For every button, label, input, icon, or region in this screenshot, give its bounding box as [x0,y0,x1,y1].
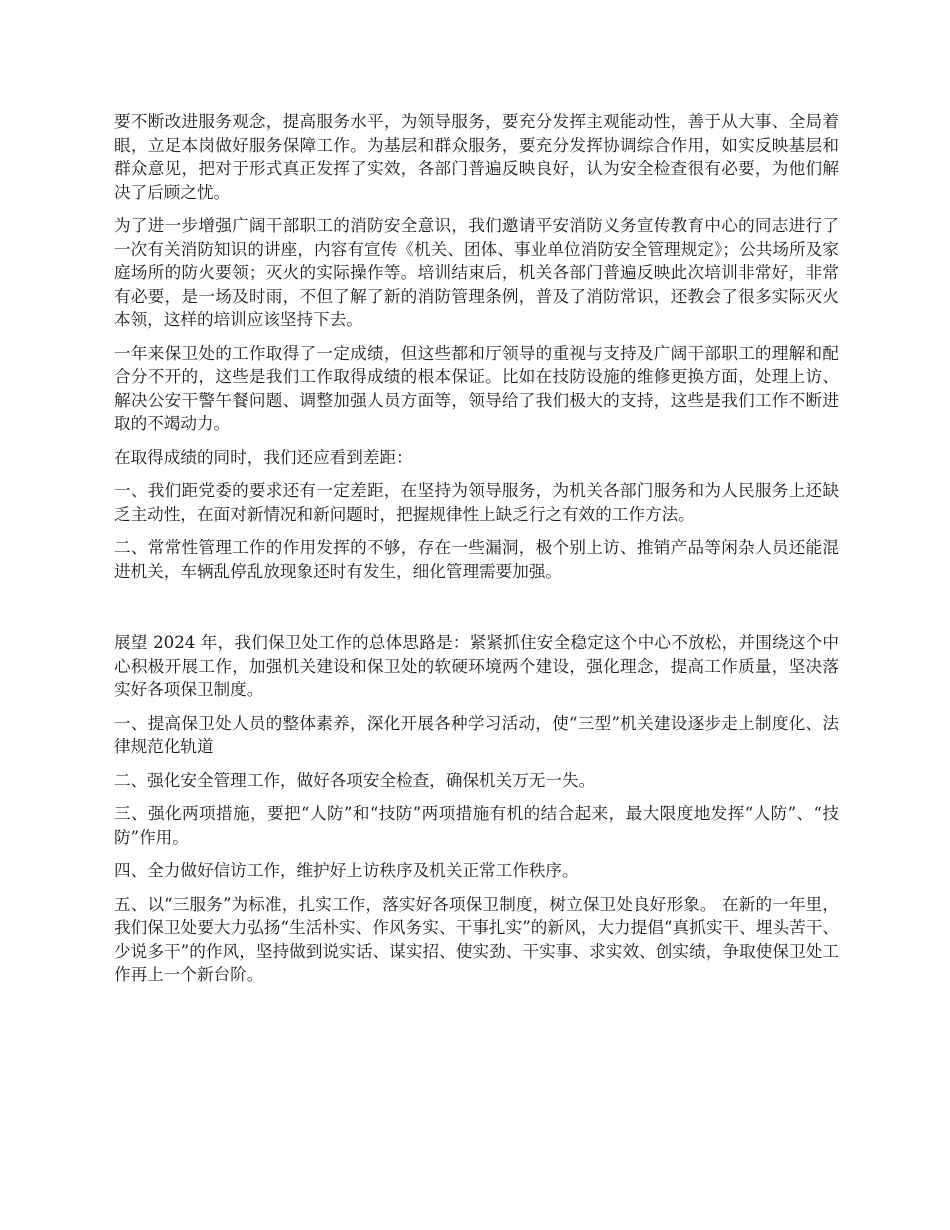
paragraph-achievements: 一年来保卫处的工作取得了一定成绩，但这些都和厅领导的重视与支持及广阔干部职工的理解和配合分不开的，这些是我们工作取得成绩的根本保证。比如在技防设施的维修更换方面，处理上访、解决公安干警午餐问题、调整加强人员方面等，领导给了我们极大的支持，这些是我们工作不断进取的不竭动力。 [114,343,839,433]
paragraph-plan-three: 三、强化两项措施，要把“人防”和“技防”两项措施有机的结合起来，最大限度地发挥“人防”、“技防”作用。 [114,804,839,847]
paragraph-plan-two: 二、强化安全管理工作，做好各项安全检查，确保机关万无一失。 [114,770,596,790]
paragraph-gaps-intro: 在取得成绩的同时，我们还应看到差距： [114,447,413,467]
paragraph-plan-one: 一、提高保卫处人员的整体素养，深化开展各种学习活动，使“三型”机关建设逐步走上制度化、法律规范化轨道 [114,713,839,756]
document-body [114,110,839,997]
paragraph-plan-four: 四、全力做好信访工作，维护好上访秩序及机关正常工作秩序。 [114,861,579,880]
paragraph-gap-one: 一、我们距党委的要求还有一定差距，在坚持为领导服务，为机关各部门服务和为人民服务上还缺乏主动性，在面对新情况和新问题时，把握规律性上缺乏行之有效的工作方法。 [114,481,839,524]
paragraph-service-concept: 要不断改进服务观念，提高服务水平，为领导服务，要充分发挥主观能动性，善于从大事、全局着眼，立足本岗做好服务保障工作。为基层和群众服务，要充分发挥协调综合作用，如实反映基层和群众意见，把对于形式真正发挥了实效，各部门普遍反映良好，认为安全检查很有必要，为他们解决了后顾之忧。 [114,112,839,202]
paragraph-outlook-2024: 展望 2024 年，我们保卫处工作的总体思路是：紧紧抓住安全稳定这个中心不放松，并围绕这个中心积极开展工作，加强机关建设和保卫处的软硬环境两个建设，强化理念，提高工作质量，坚决落实好各项保卫制度。 [114,633,839,699]
paragraph-plan-five: 五、以“三服务”为标准，扎实工作，落实好各项保卫制度，树立保卫处良好形象。 在新的一年里，我们保卫处要大力弘扬“生活朴实、作风务实、干事扎实”的新风，大力提倡“真抓实干、埋头苦干、少说多干”的作风，坚持做到说实话、谋实招、使实劲、干实事、求实效、创实绩，争取使保卫处工作再上一个新台阶。 [114,894,839,984]
section-spacer [114,593,839,631]
paragraph-fire-training: 为了进一步增强广阔干部职工的消防安全意识，我们邀请平安消防义务宣传教育中心的同志进行了一次有关消防知识的讲座，内容有宣传《机关、团体、事业单位消防安全管理规定》；公共场所及家庭场所的防火要领；灭火的实际操作等。培训结束后，机关各部门普遍反映此次培训非常好，非常有必要，是一场及时雨，不但了解了新的消防管理条例，普及了消防常识，还教会了很多实际灭火本领，这样的培训应该坚持下去。 [114,216,839,329]
paragraph-gap-two: 二、常常性管理工作的作用发挥的不够，存在一些漏洞，极个别上访、推销产品等闲杂人员还能混进机关，车辆乱停乱放现象还时有发生，细化管理需要加强。 [114,538,839,581]
